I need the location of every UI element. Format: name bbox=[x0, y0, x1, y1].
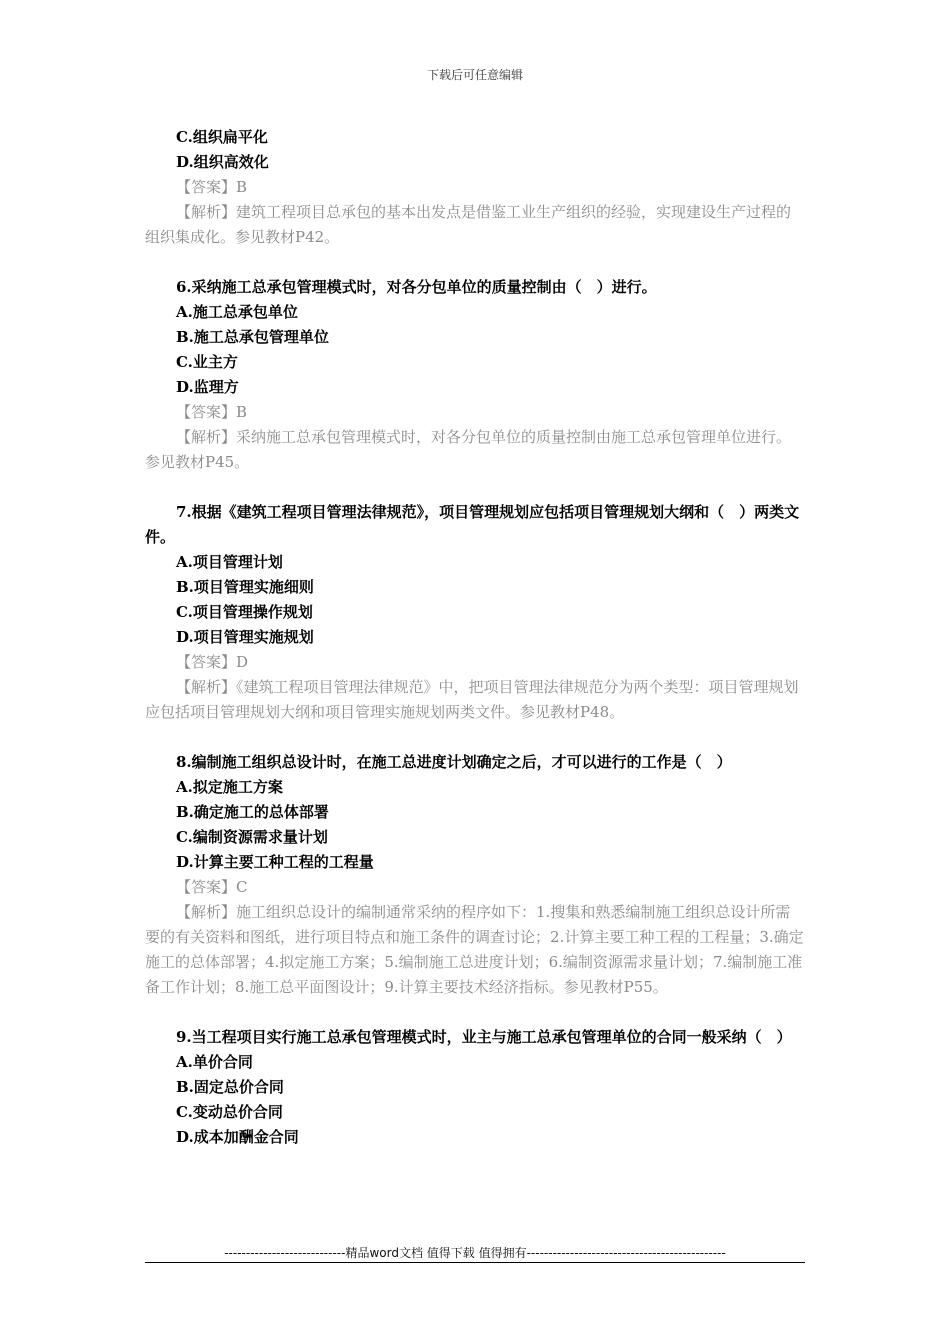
q6-option-d: D.监理方 bbox=[176, 378, 239, 396]
q7-option-b: B.项目管理实施细则 bbox=[176, 578, 314, 596]
q8-question: 8.编制施工组织总设计时，在施工总进度计划确定之后，才可以进行的工作是（ ） bbox=[176, 753, 732, 771]
q6-option-c: C.业主方 bbox=[176, 353, 238, 371]
q8-explanation: 【解析】施工组织总设计的编制通常采纳的程序如下：1.搜集和熟悉编制施工组织总设计所需要的有关资料和图纸，进行项目特点和施工条件的调查讨论；2.计算主要工种工程的工程量；3.确定施工的总体部署；4.拟定施工方案；5.编制施工总进度计划；6.编制资源需求量计划；7.编制施工准备工作计划；8.施工总平面图设计；9.计算主要技术经济指标。参见教材P55。 bbox=[145, 903, 804, 996]
q8-option-d: D.计算主要工种工程的工程量 bbox=[176, 853, 374, 871]
q7-answer: 【答案】D bbox=[176, 653, 249, 671]
q9-option-a: A.单价合同 bbox=[176, 1053, 253, 1071]
page-header: 下载后可任意编辑 bbox=[426, 68, 523, 82]
q5-answer: 【答案】B bbox=[176, 178, 248, 196]
q7-option-d: D.项目管理实施规划 bbox=[176, 628, 314, 646]
q5-option-c: C.组织扁平化 bbox=[176, 128, 268, 146]
document-body bbox=[145, 125, 805, 1150]
q8-answer: 【答案】C bbox=[176, 878, 248, 896]
q6-question: 6.采纳施工总承包管理模式时，对各分包单位的质量控制由（ ）进行。 bbox=[176, 278, 657, 296]
q6-option-a: A.施工总承包单位 bbox=[176, 303, 298, 321]
q5-explanation: 【解析】建筑工程项目总承包的基本出发点是借鉴工业生产组织的经验，实现建设生产过程的组织集成化。参见教材P42。 bbox=[145, 203, 792, 246]
q8-option-c: C.编制资源需求量计划 bbox=[176, 828, 328, 846]
page-footer: ----------------------------精品word文档 值得下载 值得拥有---------------------------------------------- bbox=[224, 1246, 726, 1260]
q7-option-a: A.项目管理计划 bbox=[176, 553, 283, 571]
q9-option-c: C.变动总价合同 bbox=[176, 1103, 283, 1121]
q9-option-d: D.成本加酬金合同 bbox=[176, 1128, 299, 1146]
q7-option-c: C.项目管理操作规划 bbox=[176, 603, 313, 621]
q8-option-a: A.拟定施工方案 bbox=[176, 778, 283, 796]
q6-option-b: B.施工总承包管理单位 bbox=[176, 328, 329, 346]
q9-option-b: B.固定总价合同 bbox=[176, 1078, 284, 1096]
q7-explanation: 【解析】《建筑工程项目管理法律规范》中，把项目管理法律规范分为两个类型：项目管理规划应包括项目管理规划大纲和项目管理实施规划两类文件。参见教材P48。 bbox=[145, 678, 799, 721]
q8-option-b: B.确定施工的总体部署 bbox=[176, 803, 329, 821]
footer-divider bbox=[145, 1262, 805, 1263]
q6-answer: 【答案】B bbox=[176, 403, 248, 421]
q7-question: 7.根据《建筑工程项目管理法律规范》，项目管理规划应包括项目管理规划大纲和（ ）两类文件。 bbox=[145, 503, 800, 546]
q9-question: 9.当工程项目实行施工总承包管理模式时，业主与施工总承包管理单位的合同一般采纳（ ） bbox=[176, 1028, 792, 1046]
q5-option-d: D.组织高效化 bbox=[176, 153, 269, 171]
q6-explanation: 【解析】采纳施工总承包管理模式时，对各分包单位的质量控制由施工总承包管理单位进行。参见教材P45。 bbox=[145, 428, 792, 471]
